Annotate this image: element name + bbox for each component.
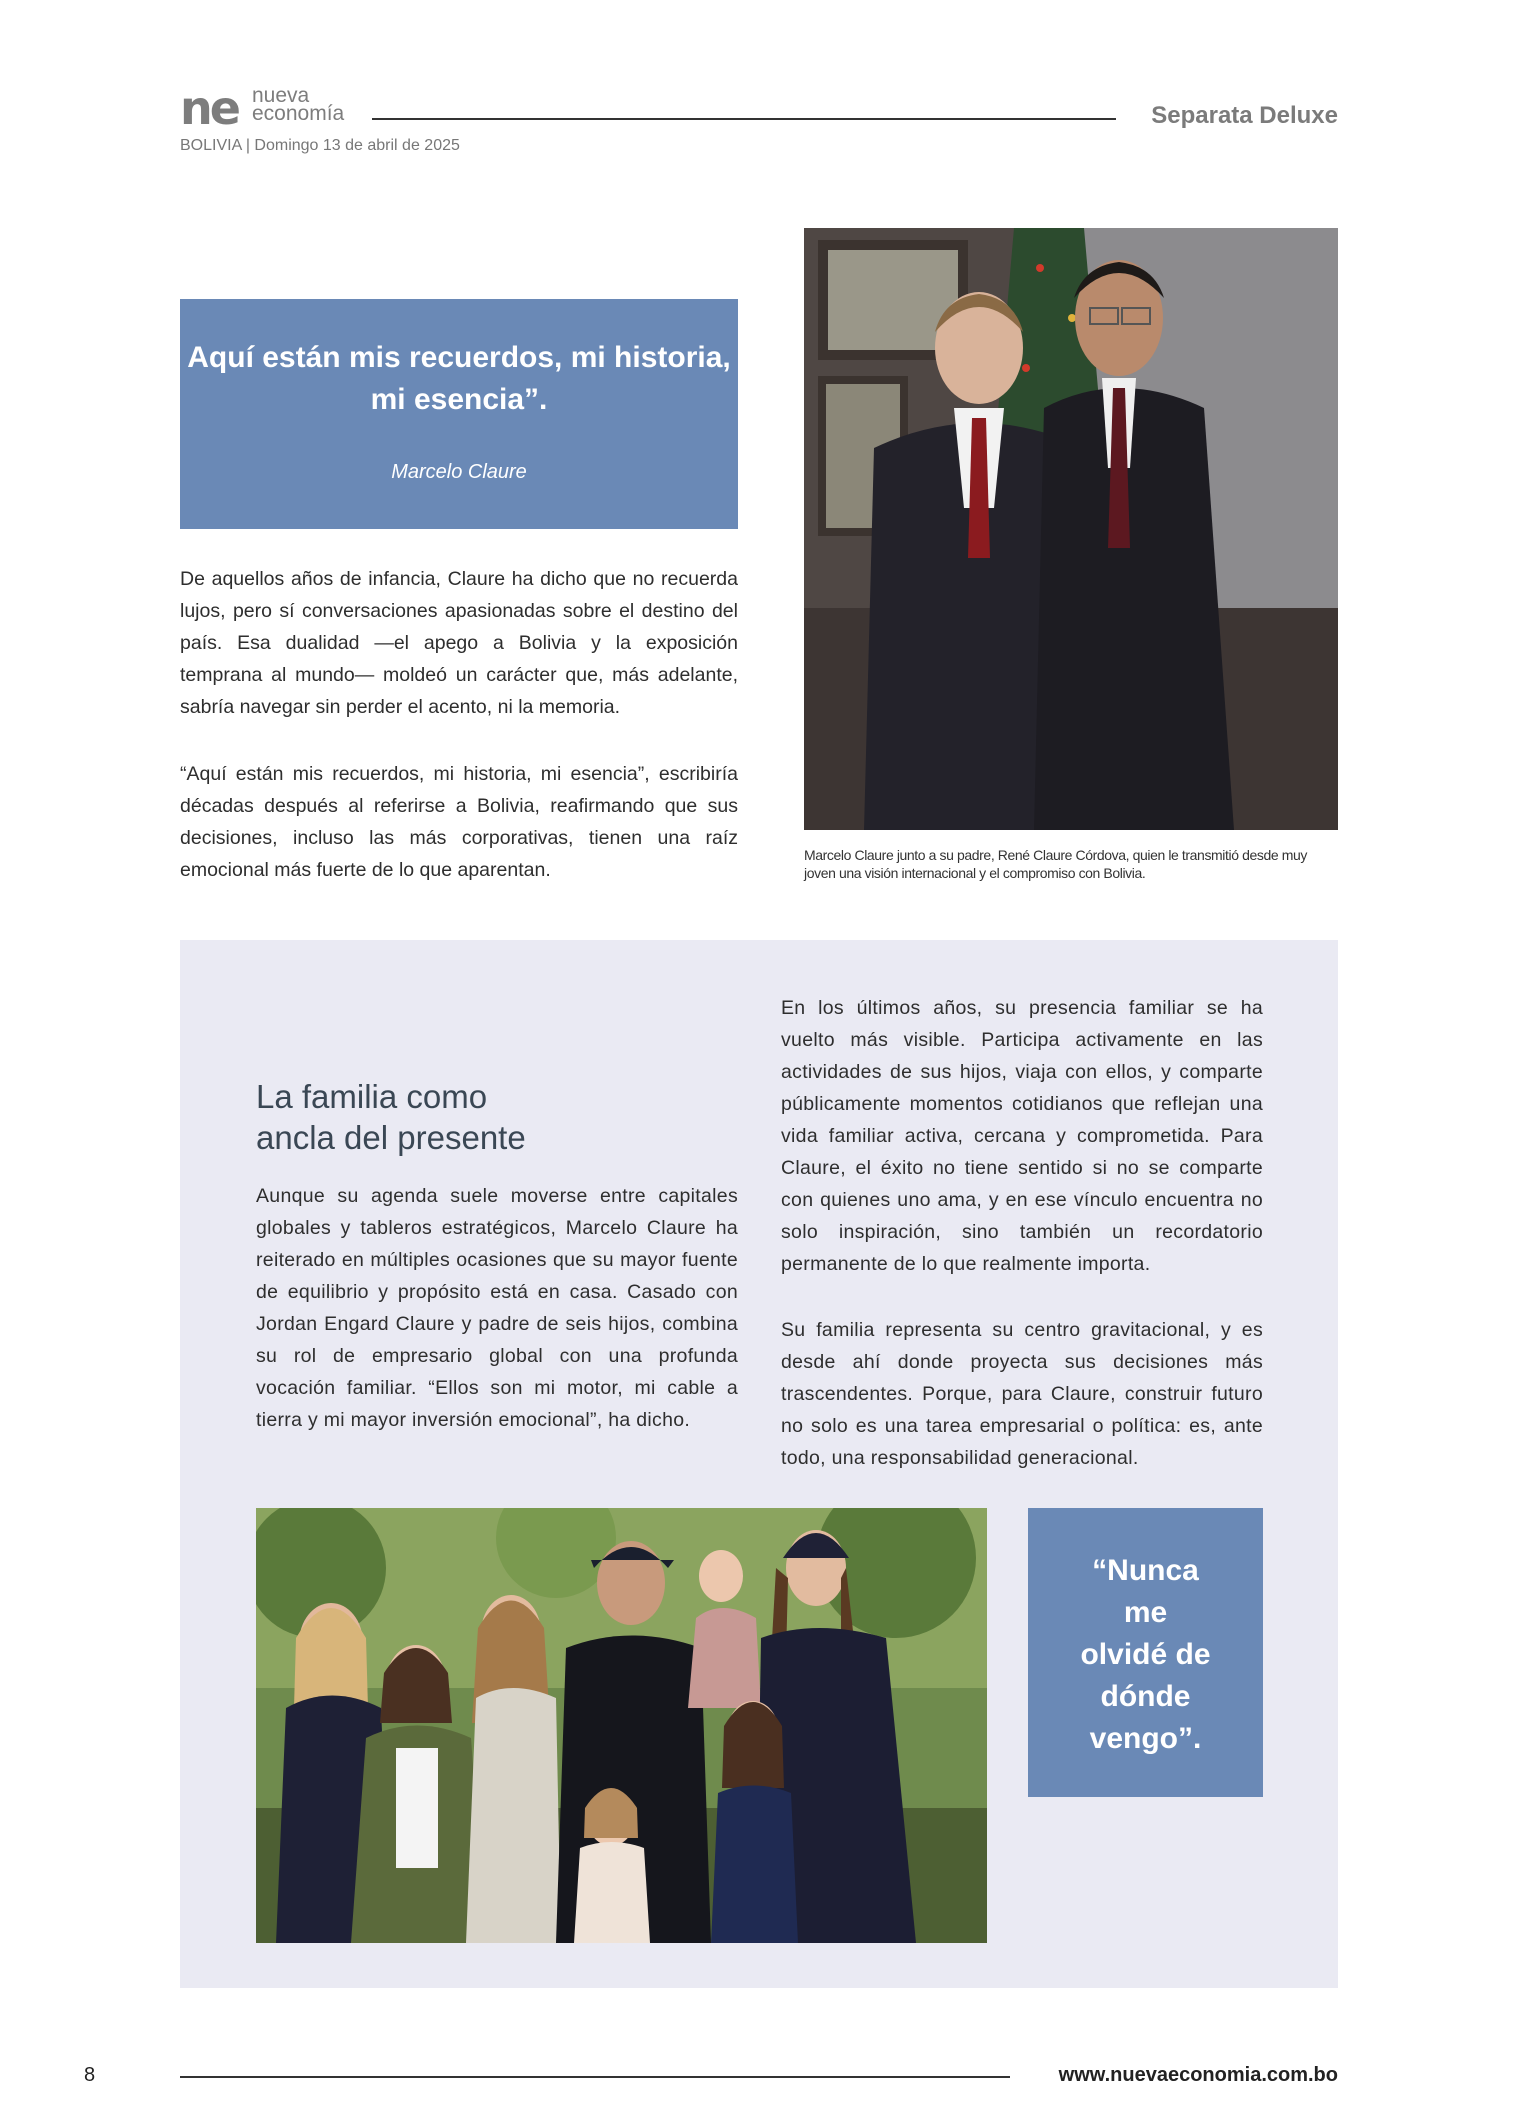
photo-caption: Marcelo Claure junto a su padre, René Claure Córdova, quien le transmitió desde muy joven una visión internacional y el compromiso con Bolivia. xyxy=(804,847,1307,881)
photo-claure-family xyxy=(256,1508,987,1943)
pull-quote-2-line: dónde xyxy=(1100,1680,1191,1713)
dateline: BOLIVIA | Domingo 13 de abril de 2025 xyxy=(180,137,460,154)
logo-word-nueva: nueva xyxy=(252,84,310,107)
article-paragraph: De aquellos años de infancia, Claure ha dicho que no recuerda lujos, pero sí conversaciones apasionadas sobre el destino del país. Esa dualidad —el apego a Bolivia y la exposición temprana al mundo— moldeó un carácter que, más adelante, sabría navegar sin perder el acento, ni la memoria. xyxy=(180,568,738,718)
section-title-line-2: ancla del presente xyxy=(256,1119,526,1156)
section-paragraph: Su familia representa su centro gravitacional, y es desde ahí donde proyecta sus decisiones más trascendentes. Porque, para Claure, construir futuro no solo es una tarea empresarial o política: es, ante todo, una responsabilidad generacional. xyxy=(781,1319,1263,1469)
header-divider xyxy=(372,118,1116,120)
section-title xyxy=(256,1076,676,1158)
brand-logo[interactable] xyxy=(180,81,360,135)
family-photo-illustration xyxy=(256,1508,987,1943)
pull-quote-2-line: vengo”. xyxy=(1089,1722,1202,1755)
section-paragraph: En los últimos años, su presencia familiar se ha vuelto más visible. Participa activamente en las actividades de sus hijos, viaja con ellos, y comparte públicamente momentos cotidianos que reflejan una vida familiar activa, cercana y comprometida. Para Claure, el éxito no tiene sentido si no se comparte con quienes uno ama, y en ese vínculo encuentra no solo inspiración, sino también un recordatorio permanente de lo que realmente importa. xyxy=(781,997,1263,1275)
logo-mark: ne xyxy=(180,81,238,135)
logo-word-economia: economía xyxy=(252,102,345,125)
pull-quote-2-line: olvidé de xyxy=(1080,1638,1211,1671)
edition-title: Separata Deluxe xyxy=(1151,102,1338,129)
pull-quote-2-line: me xyxy=(1123,1596,1168,1629)
section-paragraph: Aunque su agenda suele moverse entre capitales globales y tableros estratégicos, Marcelo Claure ha reiterado en múltiples ocasiones que su mayor fuente de equilibrio y propósito está en casa. Casado con Jordan Engard Claure y padre de seis hijos, combina su rol de empresario global con una profunda vocación familiar. “Ellos son mi motor, mi cable a tierra y mi mayor inversión emocional”, ha dicho. xyxy=(256,1185,738,1431)
pull-quote-box xyxy=(180,299,738,529)
page-number: 8 xyxy=(84,2064,96,2086)
photo-claure-and-father xyxy=(804,228,1338,830)
pull-quote-text: Aquí están mis recuerdos, mi historia, mi esencia”. xyxy=(187,341,731,416)
pull-quote-box-2 xyxy=(1028,1508,1263,1797)
pull-quote-2-line: “Nunca xyxy=(1092,1554,1199,1587)
photo-illustration xyxy=(804,228,1338,830)
section-title-line-1: La familia como xyxy=(256,1078,488,1115)
article-paragraph: “Aquí están mis recuerdos, mi historia, mi esencia”, escribiría décadas después al referirse a Bolivia, reafirmando que sus decisiones, incluso las más corporativas, tienen una raíz emocional más fuerte de lo que aparentan. xyxy=(180,763,738,881)
pull-quote-author: Marcelo Claure xyxy=(391,461,527,483)
pull-quote-2-text xyxy=(1028,1550,1263,1760)
family-section-panel xyxy=(180,940,1338,1988)
footer-website-link[interactable]: www.nuevaeconomia.com.bo xyxy=(1058,2064,1338,2086)
footer-divider xyxy=(180,2076,1010,2078)
